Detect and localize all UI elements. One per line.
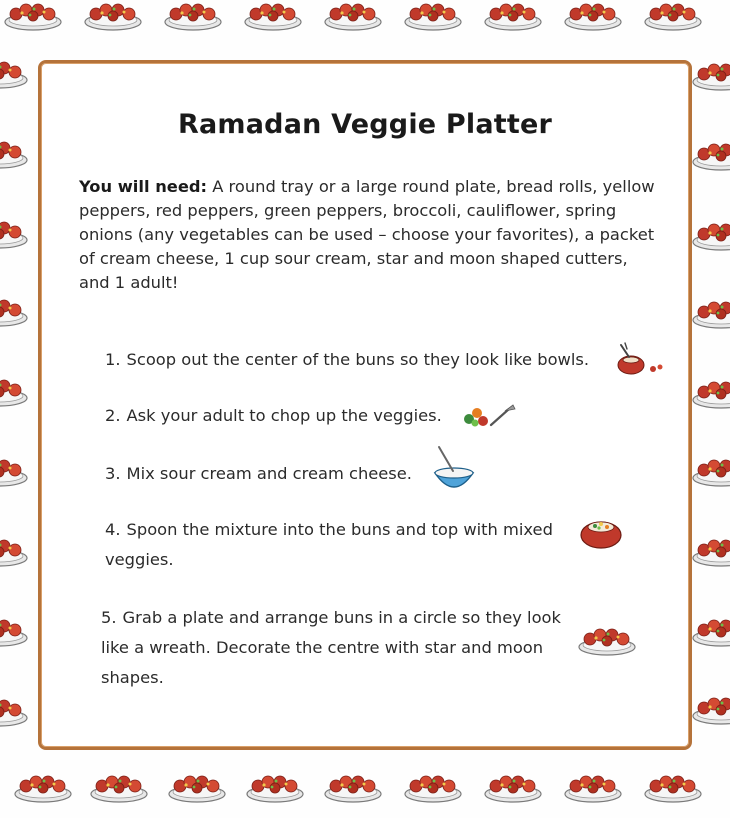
platter-decoration-icon [168,772,226,804]
platter-decoration-icon [692,378,730,410]
step-text: Mix sour cream and cream cheese. [126,464,412,483]
platter-decoration-icon [0,616,28,648]
step-3 [105,459,445,489]
platter-decoration-icon [90,772,148,804]
recipe-card [38,60,692,750]
scooped-bun-icon [607,339,671,379]
platter-decoration-icon [644,772,702,804]
platter-decoration-icon [692,616,730,648]
platter-decoration-icon [0,376,28,408]
platter-decoration-icon [484,0,542,32]
step-text: Grab a plate and arrange buns in a circle so they look like a wreath. Decorate the centre with star and moon shapes. [101,608,561,687]
platter-decoration-icon [324,0,382,32]
platter-decoration-icon [692,140,730,172]
platter-decoration-icon [84,0,142,32]
platter-decoration-icon [14,772,72,804]
step-number: 1. [105,350,121,369]
platter-decoration-icon [0,296,28,328]
platter-decoration-icon [692,456,730,488]
step-4 [105,515,585,575]
platter-decoration-icon [404,0,462,32]
ingredients-label: You will need: [79,177,208,196]
platter-decoration-icon [692,298,730,330]
step-5 [101,603,571,693]
step-text: Spoon the mixture into the buns and top with mixed veggies. [105,520,553,569]
platter-decoration-icon [564,772,622,804]
step-number: 4. [105,520,121,539]
step-number: 3. [105,464,121,483]
platter-decoration-icon [0,696,28,728]
platter-decoration-icon [644,0,702,32]
platter-decoration-icon [484,772,542,804]
filled-bun-icon [577,511,627,551]
platter-decoration-icon [692,60,730,92]
platter-decoration-icon [4,0,62,32]
platter-decoration-icon [164,0,222,32]
platter-decoration-icon [0,138,28,170]
platter-decoration-icon [0,58,28,90]
platter-decoration-icon [0,536,28,568]
chopped-veggies-icon [457,399,521,433]
recipe-title: Ramadan Veggie Platter [178,109,552,140]
step-1 [105,345,605,375]
step-text: Ask your adult to chop up the veggies. [126,406,442,425]
step-number: 2. [105,406,121,425]
platter-decoration-icon [0,456,28,488]
mixing-bowl-icon [429,443,479,499]
platter-decoration-icon [564,0,622,32]
platter-decoration-icon [324,772,382,804]
platter-decoration-icon [404,772,462,804]
platter-decoration-icon [692,220,730,252]
platter-decoration-icon [246,772,304,804]
step-number: 5. [101,608,117,627]
platter-decoration-icon [0,218,28,250]
step-text: Scoop out the center of the buns so they look like bowls. [126,350,590,369]
ingredients-text: A round tray or a large round plate, bread rolls, yellow peppers, red peppers, green peppers, broccoli, cauliflower, spring onions (any vegetables can be used – choose your favorites), a packet of cream cheese, 1 cup sour cream, star and moon shaped cutters, and 1 adult! [79,177,655,292]
platter-decoration-icon [692,694,730,726]
platter-icon [575,621,639,661]
platter-decoration-icon [692,536,730,568]
ingredients-paragraph [79,175,659,295]
platter-decoration-icon [244,0,302,32]
